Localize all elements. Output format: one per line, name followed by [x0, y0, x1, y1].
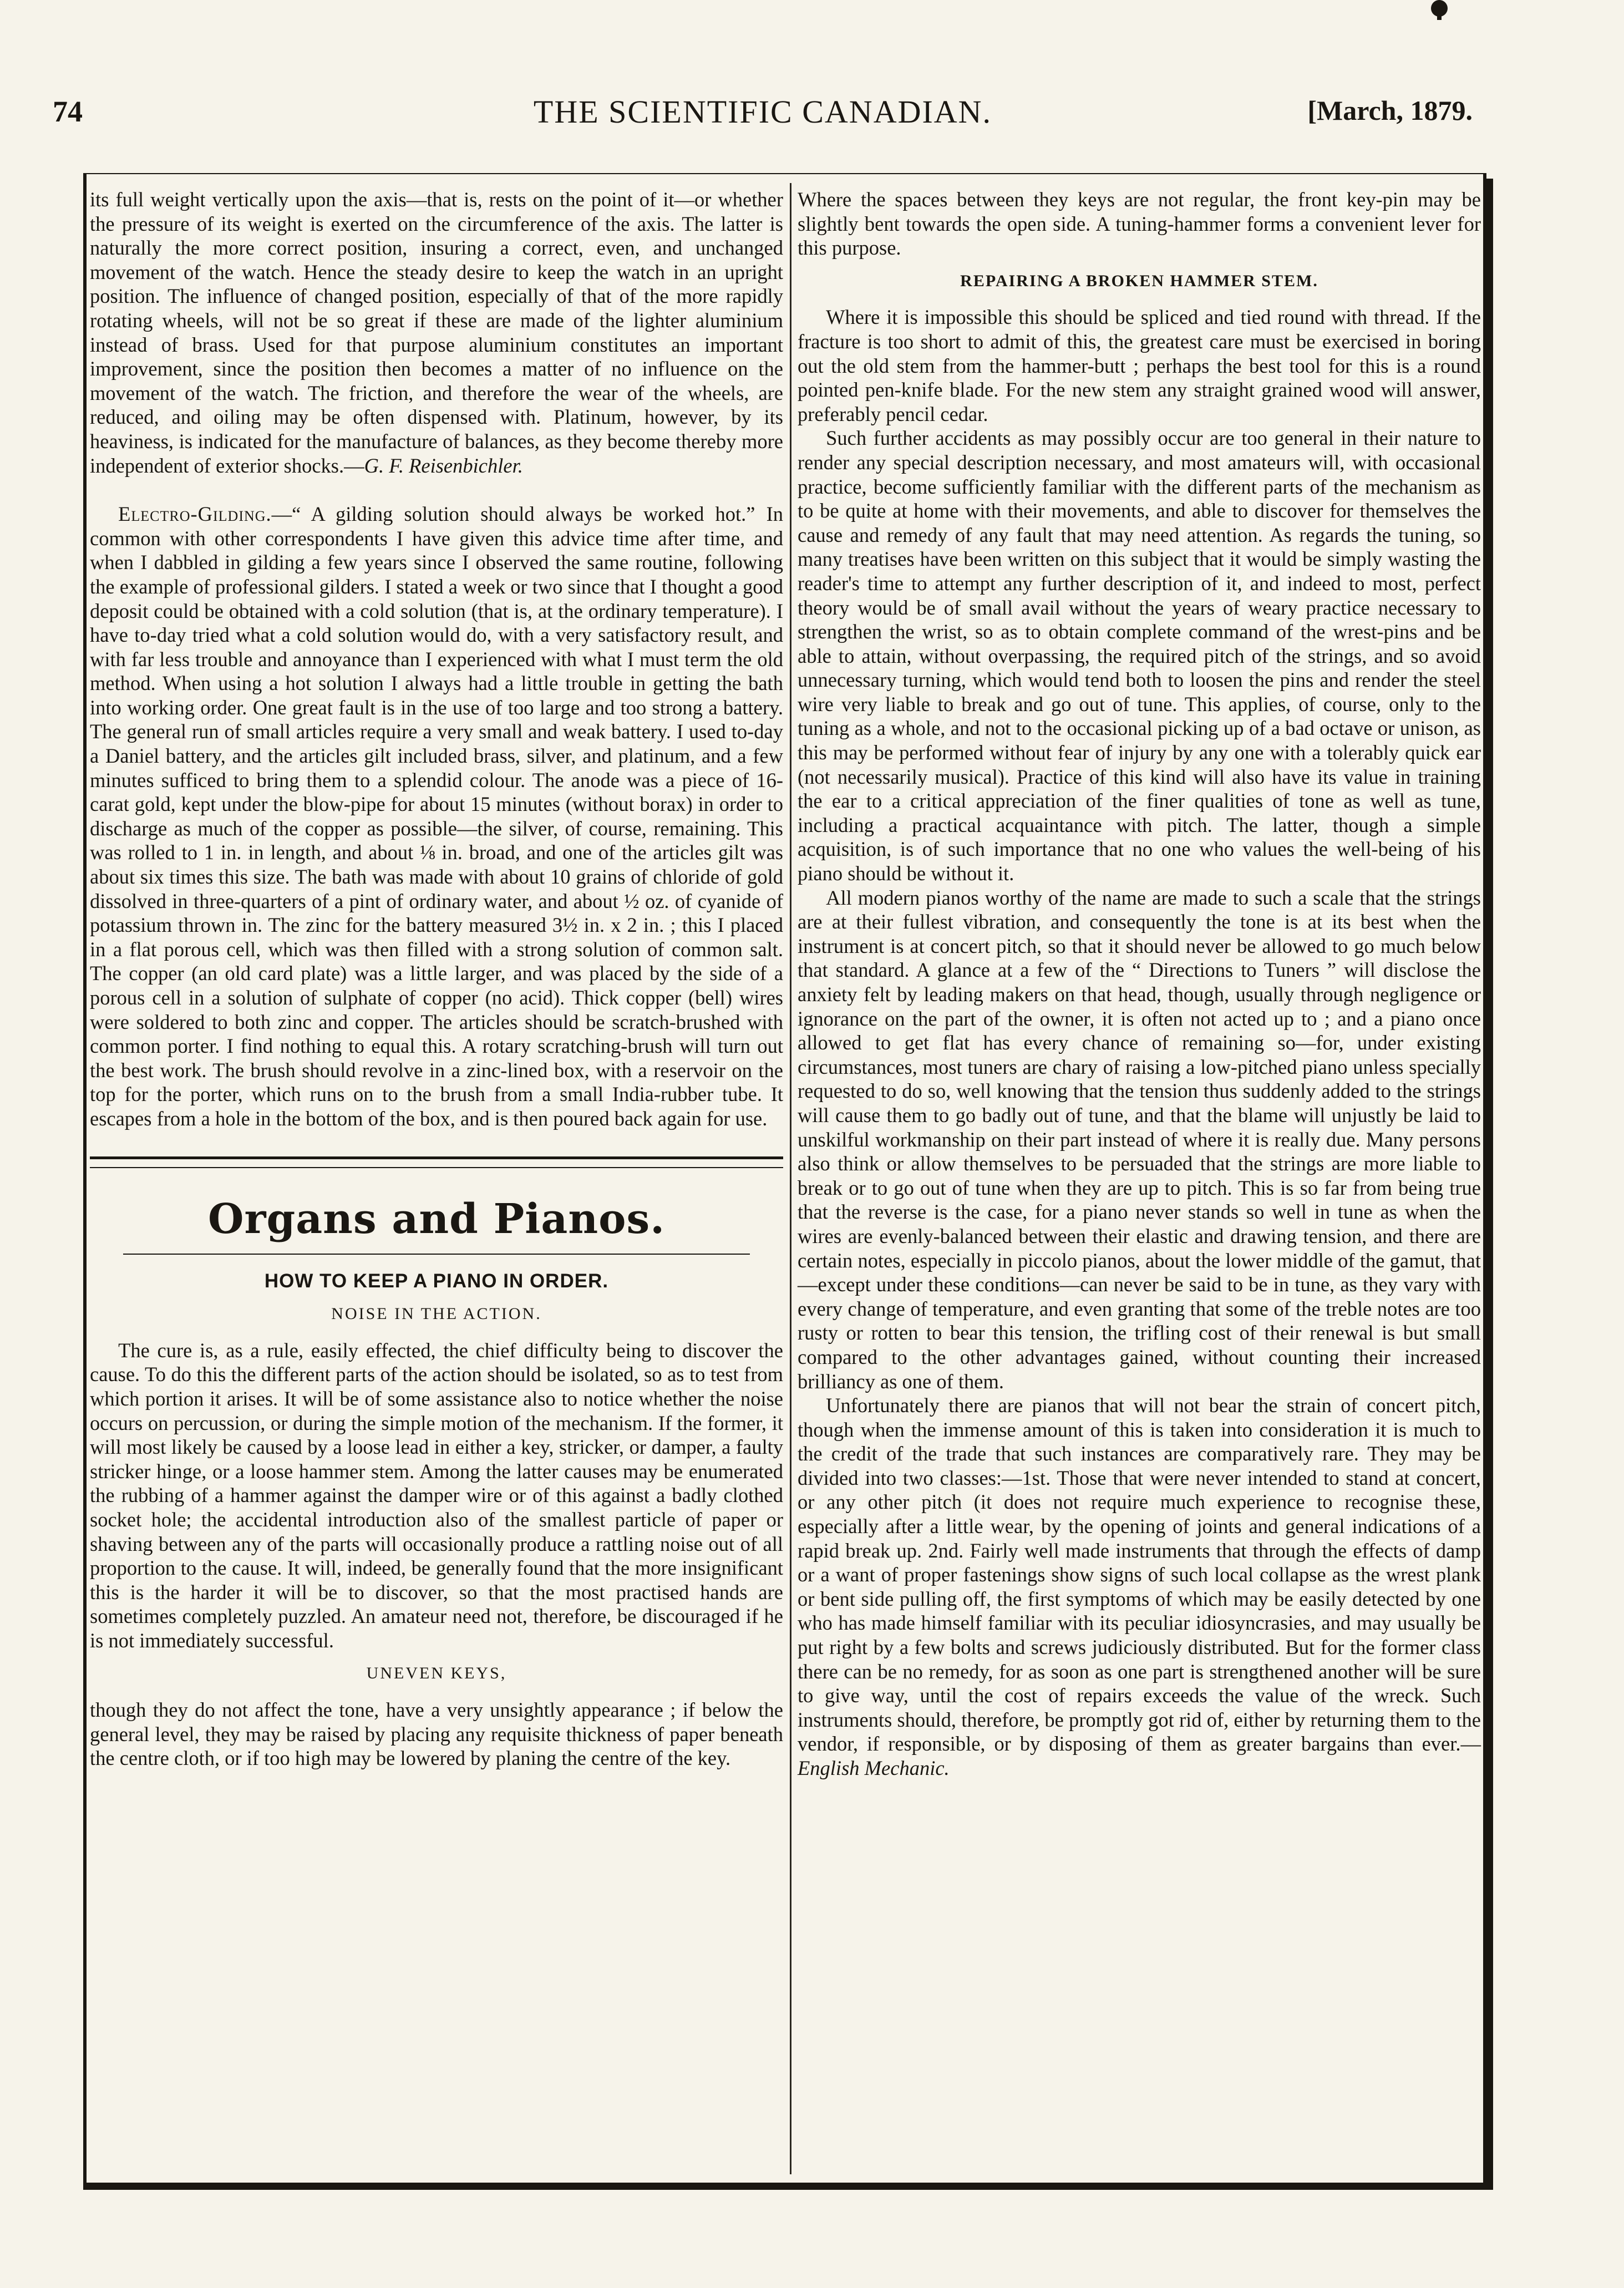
unfortunate-pianos-text: Unfortunately there are pianos that will not bear the strain of concert pitch, though when the immense amount of this is taken into consideration it is much to the credit of the trade that such instances are comparatively rare. They may be divided into two classes:—1st. Those that were never intended to stand at concert, or any other pitch (it does not require much experience to recognise these, especially after a little wear, by the opening of joints and general indications of a rapid break up. 2nd. Fairly well made instruments that through the effects of damp or a want of proper fastenings show signs of such local collapse as the wrest plank or bent side pulling off, the first symptoms of which may be easily detected by one who has made himself familiar with its peculiar idiosyncrasies, and may usually be put right by a few bolts and screws judiciously distributed. But for the former class there can be no remedy, for as soon as one part is strengthened another will be sure to give way, until the cost of repairs exceeds the value of the wreck. Such instruments should, therefore, be promptly got rid of, either by returning them to the vendor, if responsible, or by disposing of them as greater bargains than ever.—: [798, 1394, 1481, 1756]
section-double-rule: [90, 1156, 783, 1168]
running-head: [53, 89, 1473, 139]
gilding-paragraph-text: —“ A gilding solution should always be worked hot.” In common with other correspondents I have given this advice time after time, and when I dabbled in gilding a few years since I observed the same routine, following the example of professional gilders. I stated a week or two since that I thought a good deposit could be obtained with a cold solution (that is, at the ordinary temperature). I have to-day tried what a cold solution would do, with a very satisfactory result, and with far less trouble and annoyance than I experienced with what I must term the old method. When using a hot solution I always had a little trouble in getting the bath into working order. One great fault is in the use of too large and too strong a battery. The general run of small articles require a very small and weak battery. I used to-day a Daniel battery, and the articles gilt included brass, silver, and platinum, and a few minutes sufficed to bring them to a splendid colour. The anode was a piece of 16-carat gold, kept under the blow-pipe for about 15 minutes (without borax) in order to discharge as much of the copper as possible—the silver, of course, remaining. This was rolled to 1 in. in length, and about ⅛ in. broad, and one of the articles gilt was about six times this size. The bath was made with about 10 grains of chloride of gold dissolved in three-quarters of a pint of ordinary water, and about ½ oz. of cyanide of potassium thrown in. The zinc for the battery measured 3½ in. x 2 in. ; this I placed in a flat porous cell, which was then filled with a strong solution of common salt. The copper (an old card plate) was a little larger, and was placed by the side of a porous cell in a solution of sulphate of copper (no acid). Thick copper (bell) wires were soldered to both zinc and copper. The articles should be scratch-brushed with common porter. I find nothing to equal this. A rotary scratching-brush will turn out the best work. The brush should revolve in a zinc-lined box, with a reservoir on the top for the porter, which runs on to the brush from a small India-rubber tube. It escapes from a hole in the bottom of the box, and is then poured back again for use.: [90, 503, 783, 1130]
key-spacing-paragraph: Where the spaces between they keys are not regular, the front key-pin may be slightly bent towards the open side. A tuning-hammer forms a convenient lever for this purpose.: [798, 188, 1481, 260]
spacer: [90, 478, 783, 502]
noise-paragraph: The cure is, as a rule, easily effected, the chief difficulty being to discover the cause. To do this the different parts of the action should be isolated, so as to test from which portion it arises. It will be of some assistance also to notice whether the noise occurs on percussion, or during the simple motion of the mechanism. If the former, it will most likely be caused by a loose lead in either a key, stricker, or damper, a faulty stricker hinge, or a loose hammer stem. Among the latter causes may be enumerated the rubbing of a hammer against the damper wire or of this against a badly clothed socket hole; the accidental introduction also of the smallest particle of paper or shaving between any of the parts will occasionally produce a rattling noise out of all proportion to the cause. It will, indeed, be generally found that the more insignificant this is the harder it will be to discover, so that the most practised hands are sometimes completely puzzled. An amateur need not, therefore, be discouraged if he is not immediately successful.: [90, 1338, 783, 1652]
hammer-stem-paragraph: Where it is impossible this should be spliced and tied round with thread. If the fracture is too short to admit of this, the greatest care must be exercised in boring out the old stem from the hammer-butt ; perhaps the best tool for this is a round pointed pen-knife blade. For the new stem any straight grained wood will answer, preferably pencil cedar.: [798, 306, 1481, 425]
gilding-paragraph: [90, 502, 783, 1130]
page-number: 74: [53, 95, 83, 128]
section-heading: Organs and Pianos.: [208, 1195, 665, 1243]
frame-shadow-right: [1486, 179, 1493, 2189]
column-divider: [790, 183, 791, 2174]
subhead-hammer-stem: REPAIRING A BROKEN HAMMER STEM.: [960, 271, 1318, 290]
subhead-uneven-keys: UNEVEN KEYS,: [366, 1664, 507, 1683]
frame-shadow-bottom: [83, 2184, 1493, 2190]
accidents-paragraph: Such further accidents as may possibly occur are too general in their nature to render any special description necessary, and most amateurs will, with occasional practice, become sufficiently familiar with the different parts of the mechanism as to be quite at home with their movements, and able to discover for themselves the cause and remedy of any fault that may need attention. As regards the tuning, so many treatises have been written on this subject that it would be simply wasting the reader's time to attempt any further description of it, and indeed to most, perfect theory would be of small avail without the years of weary practice necessary to strengthen the wrist, so as to obtain complete command of the wrest-pins and be able to attain, without overpassing, the required pitch of the strings, and so avoid unnecessary turning, which would tend both to loosen the pins and render the steel wire very liable to break and go out of tune. This applies, of course, only to the tuning as a whole, and not to the occasional picking up of a bad octave or unison, as this may be performed without fear of injury by any one with a tolerably quick ear (not necessarily musical). Practice of this kind will also have its value in training the ear to a critical appreciation of the finer qualities of tone as well as tune, including a practical acquaintance with pitch. The latter, though a simple acquisition, is of such importance that no one who values the well-being of his piano should be without it.: [798, 427, 1481, 885]
unfortunate-pianos-paragraph: [798, 1393, 1481, 1780]
subhead-noise: NOISE IN THE ACTION.: [331, 1305, 542, 1323]
watch-paragraph: [90, 187, 783, 478]
closing-signature: English Mechanic.: [798, 1757, 950, 1779]
section-heading-rule: [123, 1254, 750, 1255]
gilding-lead: Electro-Gilding.: [118, 503, 272, 526]
journal-title: THE SCIENTIFIC CANADIAN.: [533, 94, 992, 130]
modern-pianos-paragraph: All modern pianos worthy of the name are made to such a scale that the strings are at their fullest vibration, and consequently the tone is at its best when the instrument is at concert pitch, so that it should never be allowed to go much below that standard. A glance at a few of the “ Directions to Tuners ” will disclose the anxiety felt by leading makers on that head, though, usually through negligence or ignorance on the part of the owner, it is often not acted up to ; and a piano once allowed to get flat has every chance of remaining so—for, under existing circumstances, most tuners are chary of raising a low-pitched piano unless specially requested to do so, well knowing that the tension thus suddenly added to the strings will cause them to go badly out of tune, and that the blame will unjustly be laid to unskilful workmanship on their part instead of where it is really due. Many persons also think or allow themselves to be persuaded that the strings are more liable to break or to go out of tune when they are up to pitch. This is so far from being true that the reverse is the case, for a piano never stands so well in tune as when the wires are evenly-balanced between their elastic and drawing tension, and there are certain notes, especially in piccolo pianos, about the lower middle of the gamut, that—except under these conditions—can never be said to be in tune, as they vary with every change of temperature, and even granting that some of the treble notes are too rusty or rotten to bear this tension, the trifling cost of their renewal is but small compared to the other advantages gained, without counting their increased brilliancy as one of them.: [798, 886, 1481, 1393]
watch-paragraph-text: its full weight vertically upon the axis—that is, rests on the point of it—or whether the pressure of its weight is exerted on the circumference of the axis. The latter is naturally the more correct position, insuring a correct, even, and unchanged movement of the watch. Hence the steady desire to keep the watch in an upright position. The influence of changed position, especially of that of the more rapidly rotating wheels, will not be so great if these are made of the lighter aluminium instead of brass. Used for that purpose aluminium constitutes an important improvement, since the position then becomes a matter of no influence on the movement of the watch. The friction, and therefore the wear of the wheels, are reduced, and oiling may be often dispensed with. Platinum, however, by its heaviness, is indicated for the manufacture of balances, as they become thereby more independent of exterior shocks.—: [90, 188, 783, 477]
issue-date: [March, 1879.: [1307, 95, 1473, 126]
left-column: [90, 187, 783, 1770]
uneven-keys-paragraph: though they do not affect the tone, have a very unsightly appearance ; if below the general level, they may be raised by placing any requisite thickness of paper beneath the centre cloth, or if too high may be lowered by planing the centre of the key.: [90, 1698, 783, 1770]
ink-blot-mark: [1431, 0, 1448, 17]
article-title: HOW TO KEEP A PIANO IN ORDER.: [264, 1270, 609, 1292]
watch-signature: G. F. Reisenbichler.: [364, 454, 523, 477]
right-column: [798, 187, 1481, 1780]
